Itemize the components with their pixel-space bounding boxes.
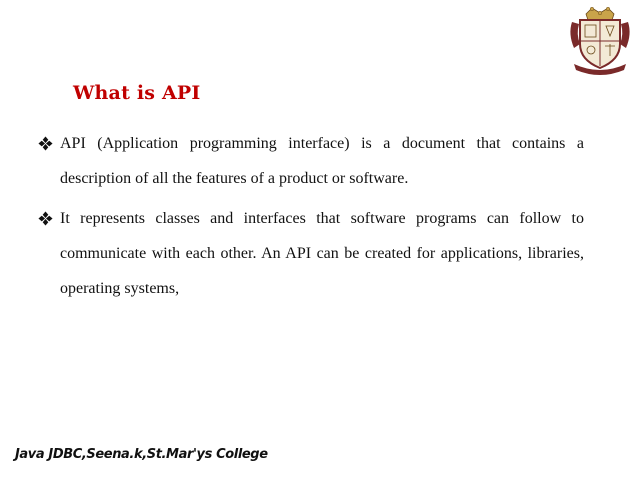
bullet-item xyxy=(38,126,584,196)
slide-footer: Java JDBC,Seena.k,St.Mar'ys College xyxy=(15,447,268,462)
diamond-bullet-icon xyxy=(38,136,53,151)
bullet-item xyxy=(38,201,584,306)
bullet-text: API (Application programming interface) is a document that contains a description of all the features of a product or software. xyxy=(60,135,584,187)
bullet-list xyxy=(38,126,584,311)
slide-title: What is API xyxy=(73,82,201,104)
bullet-text: It represents classes and interfaces that software programs can follow to communicate with each other. An API can be created for applications, libraries, operating systems, xyxy=(60,210,584,297)
diamond-bullet-icon xyxy=(38,211,53,226)
college-crest-logo xyxy=(566,4,634,76)
